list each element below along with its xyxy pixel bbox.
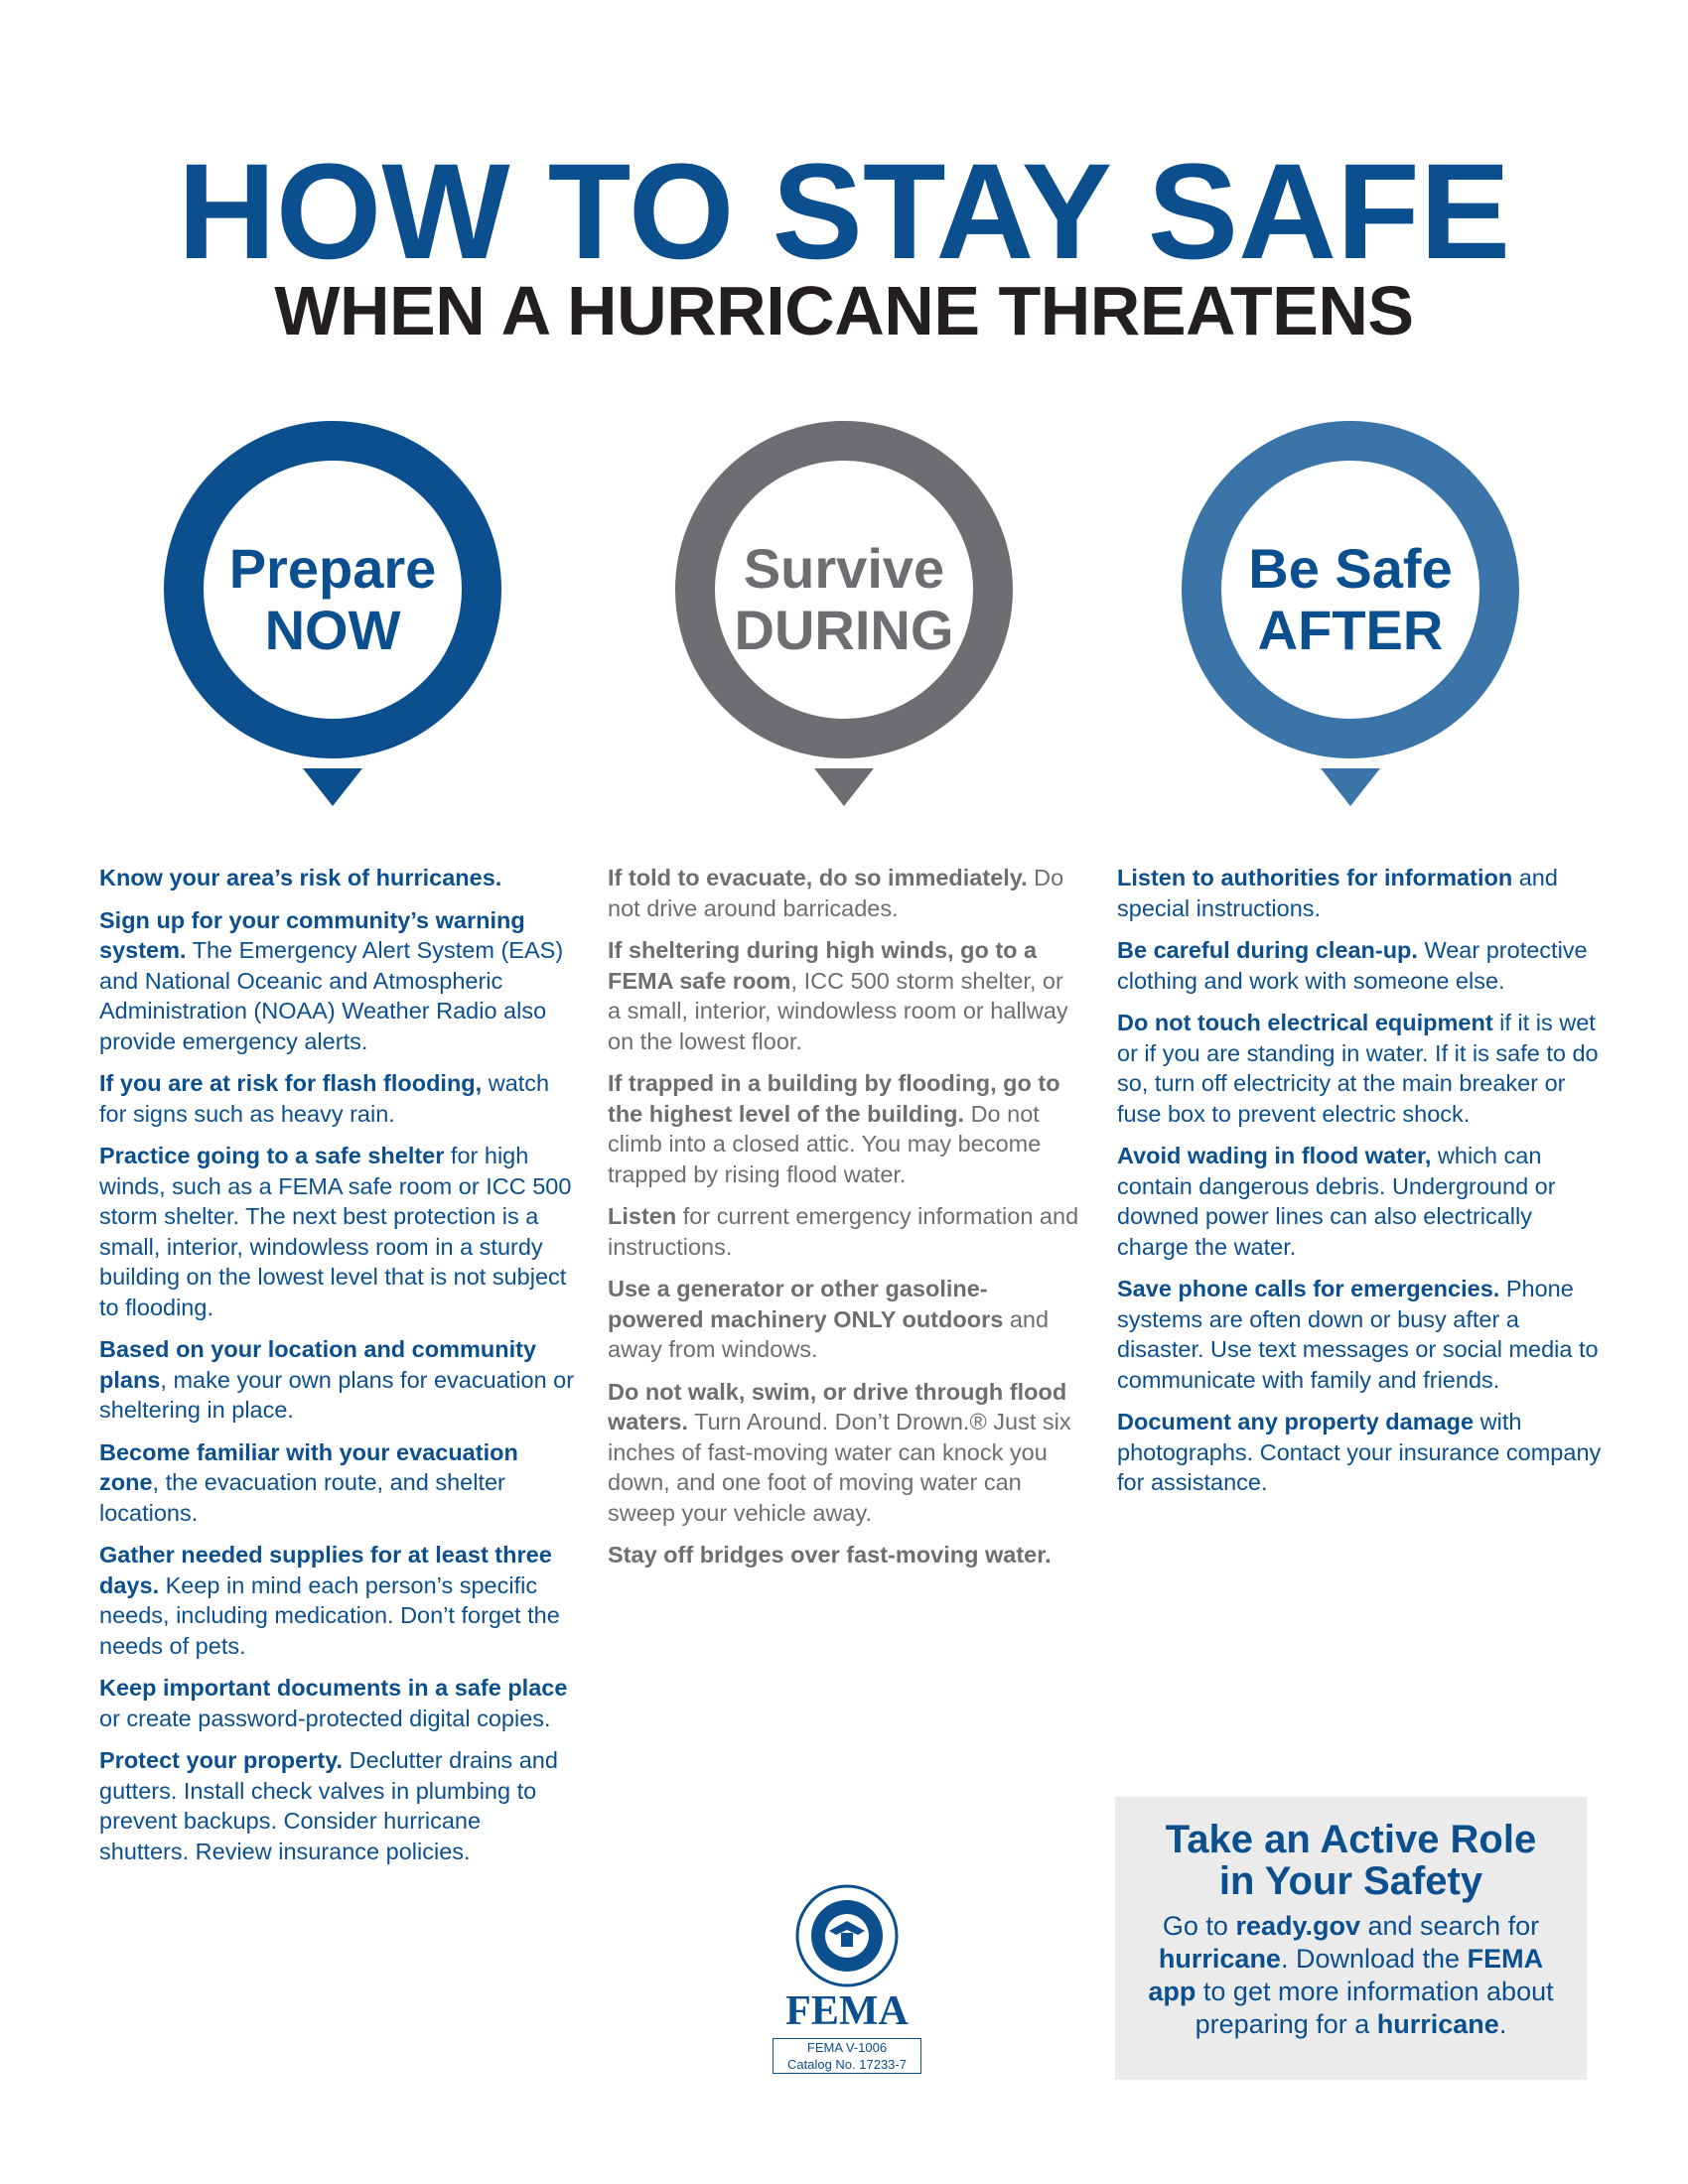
phase-prepare [164, 421, 501, 818]
fema-app-link[interactable]: FEMA app [1148, 1944, 1544, 2006]
cta-title: Take an Active Role in Your Safety [1165, 1818, 1537, 1903]
survive-column [608, 863, 1079, 1582]
phase-label: Survive DURING [734, 537, 954, 661]
cta-body: Go to ready.gov and search for hurricane. Download the FEMA app to get more information about preparing for a hurricane. [1148, 1911, 1554, 2039]
tip-item: Do not walk, swim, or drive through flood waters. Turn Around. Don’t Drown.® Just six inches of fast-moving water can knock you down, and one foot of moving water can sweep your vehicle away. [608, 1378, 1071, 1526]
tip-item: Use a generator or other gasoline-powered machinery ONLY outdoors and away from windows. [608, 1276, 1050, 1362]
page-title: HOW TO STAY SAFE [177, 136, 1511, 288]
fema-logo [773, 1881, 921, 2080]
tip-item: Become familiar with your evacuation zone, the evacuation route, and shelter locations. [99, 1438, 518, 1526]
tip-item: Gather needed supplies for at least three days. Keep in mind each person’s specific needs, including medication. Don’t forget the needs of pets. [99, 1542, 560, 1659]
tip-item: If you are at risk for flash flooding, watch for signs such as heavy rain. [99, 1070, 550, 1127]
tip-item: If told to evacuate, do so immediately. Do not drive around barricades. [608, 865, 1064, 921]
tip-item: Save phone calls for emergencies. Phone systems are often down or busy after a disaster. Use text messages or social media to communicate with family and friends. [1117, 1276, 1599, 1393]
cta-box [1115, 1797, 1587, 2080]
tip-item: Stay off bridges over fast-moving water. [608, 1542, 1052, 1568]
fema-wordmark: FEMA [785, 1988, 909, 2034]
tip-item: Based on your location and community plans, make your own plans for evacuation or sheltering in place. [99, 1336, 575, 1423]
tip-item: Protect your property. Declutter drains and gutters. Install check valves in plumbing to prevent backups. Consider hurricane shutters. Review insurance policies. [99, 1747, 558, 1864]
tip-item: If sheltering during high winds, go to a FEMA safe room, ICC 500 storm shelter, or a small, interior, windowless room or hallway on the lowest floor. [608, 937, 1068, 1054]
page-subtitle: WHEN A HURRICANE THREATENS [274, 272, 1414, 349]
tip-item: If trapped in a building by flooding, go to the highest level of the building. Do not climb into a closed attic. You may become trapped by rising flood water. [608, 1070, 1060, 1187]
tip-item: Keep important documents in a safe place or create password-protected digital copies. [99, 1675, 568, 1731]
phase-label: Be Safe AFTER [1248, 537, 1453, 661]
phase-label: Prepare NOW [228, 537, 437, 661]
tip-item: Avoid wading in flood water, which can contain dangerous debris. Underground or downed power lines can also electrically charge the water. [1117, 1143, 1556, 1260]
tip-item: Listen to authorities for information and special instructions. [1117, 865, 1558, 921]
tip-item: Know your area’s risk of hurricanes. [99, 865, 502, 890]
phase-survive [675, 421, 1013, 818]
tip-item: Listen for current emergency information and instructions. [608, 1203, 1079, 1260]
dhs-seal-icon [773, 1881, 921, 1990]
tip-item: Practice going to a safe shelter for high winds, such as a FEMA safe room or ICC 500 storm shelter. The next best protection is a small, interior, windowless room in a sturdy building on the lowest level that is not subject to flooding. [99, 1143, 572, 1320]
tip-item: Be careful during clean-up. Wear protective clothing and work with someone else. [1117, 937, 1588, 994]
tip-item: Sign up for your community’s warning system. The Emergency Alert System (EAS) and National Oceanic and Atmospheric Administration (NOAA) Weather Radio also provide emergency alerts. [99, 906, 564, 1054]
tip-item: Document any property damage with photographs. Contact your insurance company for assistance. [1117, 1409, 1602, 1495]
prepare-column [99, 863, 576, 1878]
ready-gov-link[interactable]: ready.gov [1235, 1911, 1360, 1941]
after-column [1117, 863, 1604, 1510]
phase-after [1182, 421, 1519, 818]
catalog-number: FEMA V-1006 Catalog No. 17233-7 [773, 2038, 921, 2074]
tip-item: Do not touch electrical equipment if it is wet or if you are standing in water. If it is safe to do so, turn off electricity at the main breaker or fuse box to prevent electric shock. [1117, 1010, 1599, 1127]
